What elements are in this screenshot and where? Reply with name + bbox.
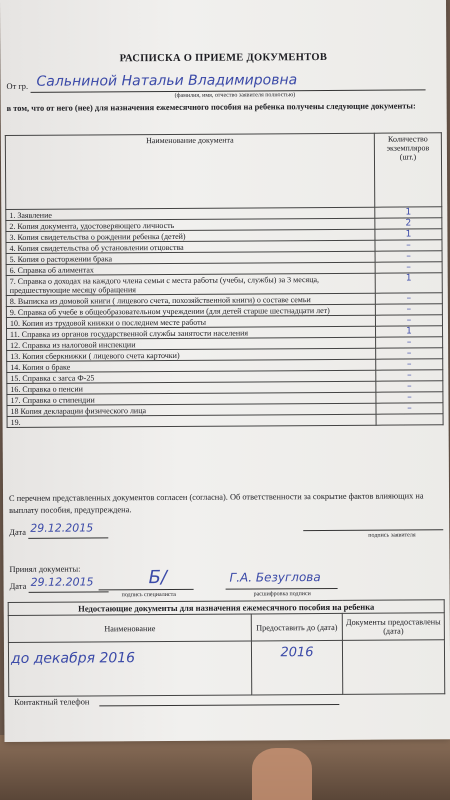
specialist-name: Г.А. Безуглова bbox=[229, 570, 321, 585]
accepted-date-underline bbox=[29, 591, 109, 592]
from-caption: (фамилия, имя, отчество заявителя полностью) bbox=[174, 92, 296, 99]
accepted-label: Принял документы: bbox=[9, 564, 81, 574]
document-count: – bbox=[375, 240, 442, 251]
documents-table-header bbox=[5, 133, 441, 210]
document-count: – bbox=[376, 381, 443, 392]
missing-header-name: Наименование bbox=[8, 614, 251, 642]
missing-documents-table bbox=[8, 599, 446, 697]
document-count: – bbox=[376, 370, 443, 381]
document-count bbox=[376, 414, 443, 425]
missing-header-provided: Документы предоставлены (дата) bbox=[342, 613, 444, 641]
document-name: 9. Справка об учебе в общеобразовательном учреждении (для детей старше шестнадцати лет) bbox=[6, 304, 375, 317]
document-count: – bbox=[375, 293, 442, 304]
date-label: Дата bbox=[9, 527, 26, 537]
document-name: 4. Копия свидетельства об установлении отцовства bbox=[6, 240, 375, 253]
document-name: 13. Копия сберкнижки ( лицевого счета карточки) bbox=[7, 348, 376, 361]
document-count: 1 bbox=[375, 326, 442, 337]
document-name: 19. bbox=[7, 414, 376, 427]
agreement-text: С перечнем представленных документов согласен (согласна). Об ответственности за сокрытие фактов влияющих на выплату пособия, предупреждена. bbox=[9, 491, 424, 515]
document-row bbox=[7, 414, 443, 428]
document-name: 16. Справка о пенсии bbox=[7, 381, 376, 394]
intro-text: в том, что от него (нее) для назначения ежемесячного пособия на ребенка получены следующие документы: bbox=[6, 101, 416, 113]
applicant-signature-caption: подпись заявителя bbox=[368, 532, 416, 539]
document-count: – bbox=[376, 392, 443, 403]
from-label: От гр. bbox=[6, 81, 29, 91]
document-count: – bbox=[376, 337, 443, 348]
document-count: – bbox=[375, 315, 442, 326]
document-row bbox=[6, 273, 442, 296]
document-name: 14. Копия о браке bbox=[7, 359, 376, 372]
document-count: 1 bbox=[375, 229, 442, 240]
applicant-date: 29.12.2015 bbox=[30, 521, 94, 535]
document-name: 15. Справка с загса Ф-25 bbox=[7, 370, 376, 383]
specialist-signature-caption: подпись специалиста bbox=[121, 591, 176, 599]
missing-row-provided bbox=[342, 640, 444, 695]
document-name: 10. Копия из трудовой книжки о последнем месте работы bbox=[6, 315, 375, 328]
document-name: 5. Копия о расторжении брака bbox=[6, 251, 375, 264]
document-name: 3. Копия свидетельства о рождении ребенка (детей) bbox=[6, 229, 375, 242]
document-name: 2. Копия документа, удостоверяющего личность bbox=[6, 218, 375, 231]
document-name: 6. Справка об алиментах bbox=[6, 262, 375, 275]
date-underline bbox=[28, 537, 108, 538]
phone-underline bbox=[99, 704, 339, 706]
document-count: 2 bbox=[375, 218, 442, 229]
document-count: 1 bbox=[375, 207, 442, 218]
document-count: – bbox=[376, 403, 443, 414]
specialist-name-caption: расшифровка подписи bbox=[253, 591, 311, 598]
header-document-name: Наименование документа bbox=[5, 133, 374, 209]
specialist-signature-line bbox=[99, 589, 194, 591]
document-count: – bbox=[376, 359, 443, 370]
applicant-name: Сальниной Натальи Владимировна bbox=[36, 72, 298, 90]
document-name: 17. Справка о стипендии bbox=[7, 392, 376, 405]
foot-photo bbox=[252, 748, 312, 800]
document-name: 8. Выписка из домовой книги ( лицевого счета, похозяйственной книги) о составе семьи bbox=[6, 293, 375, 306]
document-name: 11. Справка из органов государственной службы занятости населения bbox=[7, 326, 376, 339]
applicant-signature-line bbox=[303, 529, 443, 531]
document-count: – bbox=[375, 304, 442, 315]
missing-header-due: Предоставить до (дата) bbox=[251, 613, 342, 641]
document-name: 18 Копия декларации физического лица bbox=[7, 403, 376, 416]
header-count: Количество экземпляров (шт.) bbox=[374, 133, 441, 207]
missing-row-name: до декабря 2016 bbox=[8, 641, 251, 696]
phone-label: Контактный телефон bbox=[14, 697, 90, 707]
floor-background bbox=[0, 735, 450, 800]
specialist-signature: Б/ bbox=[148, 566, 168, 589]
specialist-name-line bbox=[226, 588, 338, 590]
document-count: – bbox=[376, 348, 443, 359]
documents-table bbox=[5, 132, 444, 428]
document-name: 12. Справка из налоговой инспекции bbox=[7, 337, 376, 350]
document-count: – bbox=[375, 262, 442, 273]
document-name: 1. Заявление bbox=[6, 207, 375, 220]
accepted-date: 29.12.2015 bbox=[30, 575, 94, 589]
missing-documents-title: Недостающие документы для назначения ежемесячного пособия на ребенка bbox=[8, 600, 444, 616]
document-count: – bbox=[375, 251, 442, 262]
document-count: 1 bbox=[375, 273, 442, 293]
accepted-date-label: Дата bbox=[9, 581, 27, 591]
missing-row-due: 2016 bbox=[251, 640, 342, 695]
document-title: РАСПИСКА О ПРИЕМЕ ДОКУМЕНТОВ bbox=[119, 52, 328, 65]
document-name: 7. Справка о доходах на каждого члена семьи с места работы (учебы, службы) за 3 месяца, предшествующие месяцу обращения bbox=[6, 273, 375, 295]
